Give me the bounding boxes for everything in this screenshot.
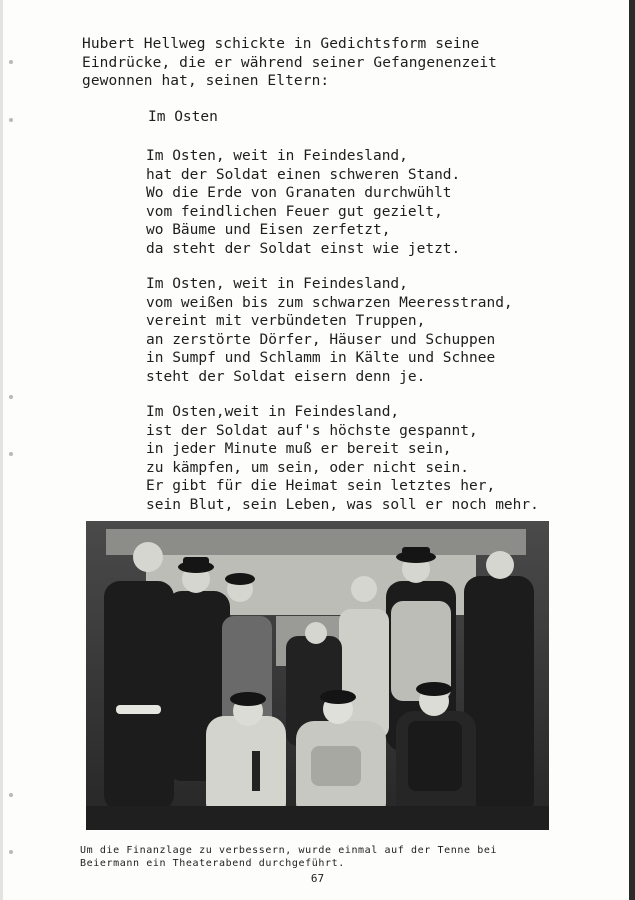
photo-caption [80, 845, 497, 870]
poem-line: da steht der Soldat einst wie jetzt. [146, 240, 461, 257]
page-right-edge [629, 0, 635, 900]
poem-line: in jeder Minute muß er bereit sein, [146, 441, 452, 458]
binding-hole [9, 850, 13, 854]
binding-hole [9, 452, 13, 456]
binding-hole [9, 60, 13, 64]
poem-line: steht der Soldat eisern denn je. [146, 368, 426, 385]
page-left-edge [0, 0, 3, 900]
intro-paragraph [82, 35, 497, 91]
poem-line: vom feindlichen Feuer gut gezielt, [146, 203, 443, 220]
intro-line: Eindrücke, die er während seiner Gefangenenzeit [82, 54, 497, 71]
poem-stanza-1 [146, 147, 460, 259]
poem-line: in Sumpf und Schlamm in Kälte und Schnee [146, 350, 496, 367]
poem-line: an zerstörte Dörfer, Häuser und Schuppen [146, 331, 496, 348]
poem-line: zu kämpfen, um sein, oder nicht sein. [146, 459, 470, 476]
binding-hole [9, 118, 13, 122]
poem-line: vom weißen bis zum schwarzen Meeresstrand, [146, 294, 513, 311]
group-photo [86, 521, 549, 830]
poem-stanza-2 [146, 275, 513, 387]
poem-line: Im Osten, weit in Feindesland, [146, 148, 408, 164]
poem-line: vereint mit verbündeten Truppen, [146, 313, 426, 330]
poem-line: Im Osten, weit in Feindesland, [146, 276, 408, 292]
poem-line: sein Blut, sein Leben, was soll er noch mehr. [146, 496, 539, 513]
intro-line: gewonnen hat, seinen Eltern: [82, 73, 330, 89]
poem-stanza-3 [146, 403, 539, 515]
poem-line: hat der Soldat einen schweren Stand. [146, 166, 461, 183]
poem-title: Im Osten [148, 109, 218, 125]
poem-line: Er gibt für die Heimat sein letztes her, [146, 478, 496, 495]
poem-line: wo Bäume und Eisen zerfetzt, [146, 222, 391, 239]
intro-line: Hubert Hellweg schickte in Gedichtsform seine [82, 36, 480, 52]
poem-line: Im Osten,weit in Feindesland, [146, 404, 400, 420]
poem-line: ist der Soldat auf's höchste gespannt, [146, 422, 478, 439]
binding-hole [9, 793, 13, 797]
page-number: 67 [310, 872, 325, 885]
caption-line: Um die Finanzlage zu verbessern, wurde einmal auf der Tenne bei [80, 845, 498, 856]
binding-hole [9, 395, 13, 399]
caption-line: Beiermann ein Theaterabend durchgeführt. [80, 857, 345, 869]
group-photo-illustration [86, 521, 549, 830]
poem-line: Wo die Erde von Granaten durchwühlt [146, 185, 452, 202]
